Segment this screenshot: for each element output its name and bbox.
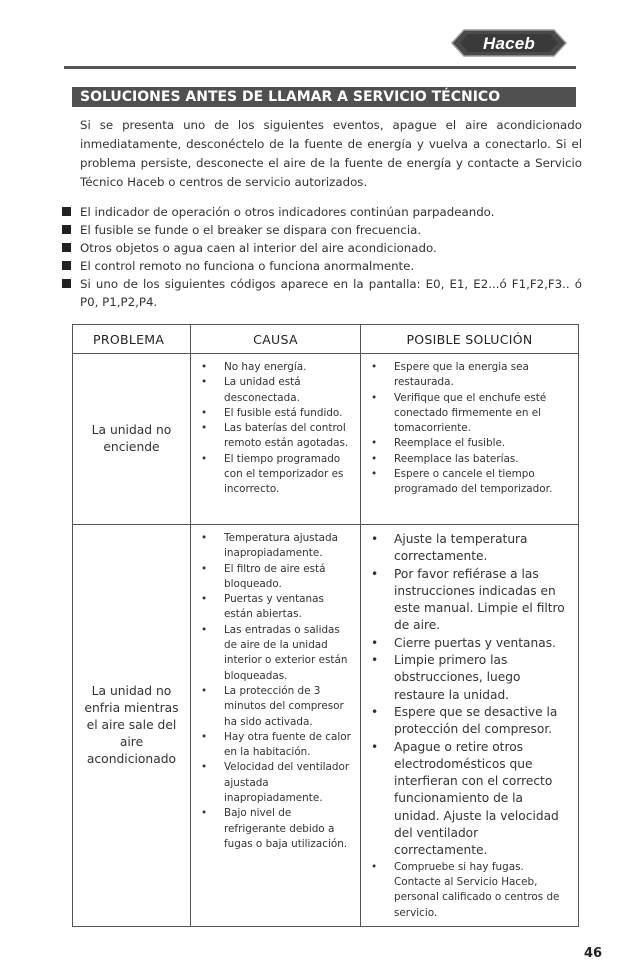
event-item: El control remoto no funciona o funciona anormalmente. — [62, 257, 582, 275]
cause-item: • Las baterías del control remoto están agotadas. — [201, 422, 349, 450]
header-rule — [64, 66, 576, 69]
bullet-dot-icon: • — [371, 468, 378, 481]
bullet-dot-icon: • — [201, 623, 208, 636]
solution-list — [362, 355, 577, 502]
bullet-dot-icon: • — [371, 653, 379, 668]
cause-item: • Velocidad del ventilador ajustada inapropiadamente. — [201, 761, 350, 805]
troubleshooting-table — [72, 324, 579, 927]
solution-item: • Verifique que el enchufe esté conectado firmemente en el tomacorriente. — [371, 391, 547, 435]
cause-item: • La unidad está desconectada. — [201, 376, 301, 404]
event-list — [62, 203, 582, 311]
cause-item: • Hay otra fuente de calor en la habitación. — [201, 730, 351, 759]
event-item: El indicador de operación o otros indicadores continúan parpadeando. — [62, 203, 582, 221]
bullet-dot-icon: • — [371, 437, 378, 450]
solution-cell — [361, 354, 579, 525]
bullet-dot-icon: • — [201, 730, 208, 743]
solution-item: • Espere o cancele el tiempo programado del temporizador. — [371, 468, 553, 496]
cause-item: • Las entradas o salidas de aire de la unidad interior o exterior están bloqueadas. — [201, 623, 348, 682]
square-bullet-icon — [62, 225, 71, 234]
cause-item: • El filtro de aire está bloqueado. — [201, 562, 326, 590]
bullet-dot-icon: • — [371, 566, 379, 581]
bullet-dot-icon: • — [201, 406, 208, 419]
logo-text: Haceb — [482, 34, 536, 53]
table-row — [73, 525, 579, 927]
cause-item: • Puertas y ventanas están abiertas. — [201, 593, 324, 621]
square-bullet-icon — [62, 261, 71, 270]
square-bullet-icon — [62, 243, 71, 252]
header-cause: CAUSA — [191, 325, 361, 354]
haceb-logo — [450, 28, 568, 58]
cause-list — [192, 355, 359, 502]
cause-item: • Bajo nivel de refrigerante debido a fugas o baja utilización. — [201, 807, 348, 850]
bullet-dot-icon: • — [371, 860, 378, 873]
bullet-dot-icon: • — [371, 532, 379, 546]
solution-item: • Compruebe si hay fugas. Contacte al Servicio Haceb, personal calificado o centros de servicio. — [371, 860, 560, 919]
bullet-dot-icon: • — [201, 361, 208, 373]
table-row — [73, 354, 579, 525]
table-header-row — [73, 325, 579, 354]
bullet-dot-icon: • — [201, 452, 208, 465]
cause-cell — [191, 525, 361, 927]
cause-item: • Temperatura ajustada inapropiadamente. — [201, 532, 338, 560]
intro-paragraph: Si se presenta uno de los siguientes eventos, apague el aire acondicionado inmediatamente, desconéctelo de la fuente de energía y vuelva a conectarlo. Si el problema persiste, desconecte el aire de la fuente de energía y contacte a Servicio Técnico Haceb o centros de servicio autorizados. — [80, 118, 582, 189]
section-heading: SOLUCIONES ANTES DE LLAMAR A SERVICIO TÉCNICO — [72, 87, 576, 107]
solution-item: • Cierre puertas y ventanas. — [368, 635, 571, 652]
problem-cell: La unidad no enciende — [73, 354, 191, 525]
header-problem: PROBLEMA — [73, 325, 191, 354]
bullet-dot-icon: • — [201, 422, 208, 435]
bullet-dot-icon: • — [371, 361, 378, 373]
solution-item: • Por favor refiérase a las instrucciones indicadas en este manual. Limpie el filtro de aire. — [371, 566, 565, 633]
solution-item: • Apague o retire otros electrodomésticos que interfieran con el correcto funcionamiento de la unidad. Ajuste la velocidad del ventilador correctamente. — [371, 739, 559, 858]
bullet-dot-icon: • — [201, 807, 208, 820]
header-solution: POSIBLE SOLUCIÓN — [361, 325, 579, 354]
solution-item: • Ajuste la temperatura correctamente. — [371, 532, 528, 564]
bullet-dot-icon: • — [201, 562, 208, 575]
cause-cell — [191, 354, 361, 525]
event-item: Otros objetos o agua caen al interior del aire acondicionado. — [62, 239, 582, 257]
event-item: El fusible se funde o el breaker se dispara con frecuencia. — [62, 221, 582, 239]
bullet-dot-icon: • — [201, 684, 208, 697]
solution-item: • Espere que la energia sea restaurada. — [371, 361, 529, 389]
bullet-dot-icon: • — [201, 593, 208, 606]
solution-item: • Reemplace las baterías. — [368, 452, 571, 467]
solution-item: • Espere que se desactive la protección del compresor. — [371, 704, 558, 737]
bullet-dot-icon: • — [371, 452, 378, 465]
cause-item: • El fusible está fundido. — [198, 406, 353, 421]
cause-list — [192, 526, 359, 856]
problem-cell: La unidad no enfria mientras el aire sale del aire acondicionado — [73, 525, 191, 927]
solution-cell — [361, 525, 579, 927]
bullet-dot-icon: • — [371, 704, 379, 719]
cause-item: • La protección de 3 minutos del compresor ha sido activada. — [201, 684, 344, 728]
bullet-dot-icon: • — [371, 635, 379, 650]
cause-item: • El tiempo programado con el temporizador es incorrecto. — [201, 452, 344, 496]
solution-item: • Reemplace el fusible. — [368, 436, 571, 451]
solution-item: • Limpie primero las obstrucciones, luego restaure la unidad. — [371, 653, 521, 702]
event-item: Si uno de los siguientes códigos aparece en la pantalla: E0, E1, E2...ó F1,F2,F3.. ó P0, P1,P2,P4. — [62, 275, 582, 311]
bullet-dot-icon: • — [371, 391, 378, 404]
square-bullet-icon — [62, 207, 71, 216]
bullet-dot-icon: • — [201, 761, 208, 774]
bullet-dot-icon: • — [201, 532, 208, 544]
bullet-dot-icon: • — [371, 739, 379, 754]
solution-list — [362, 526, 577, 925]
cause-item: • No hay energía. — [198, 360, 353, 375]
page-number: 46 — [584, 946, 603, 961]
bullet-dot-icon: • — [201, 376, 208, 389]
square-bullet-icon — [62, 279, 71, 288]
